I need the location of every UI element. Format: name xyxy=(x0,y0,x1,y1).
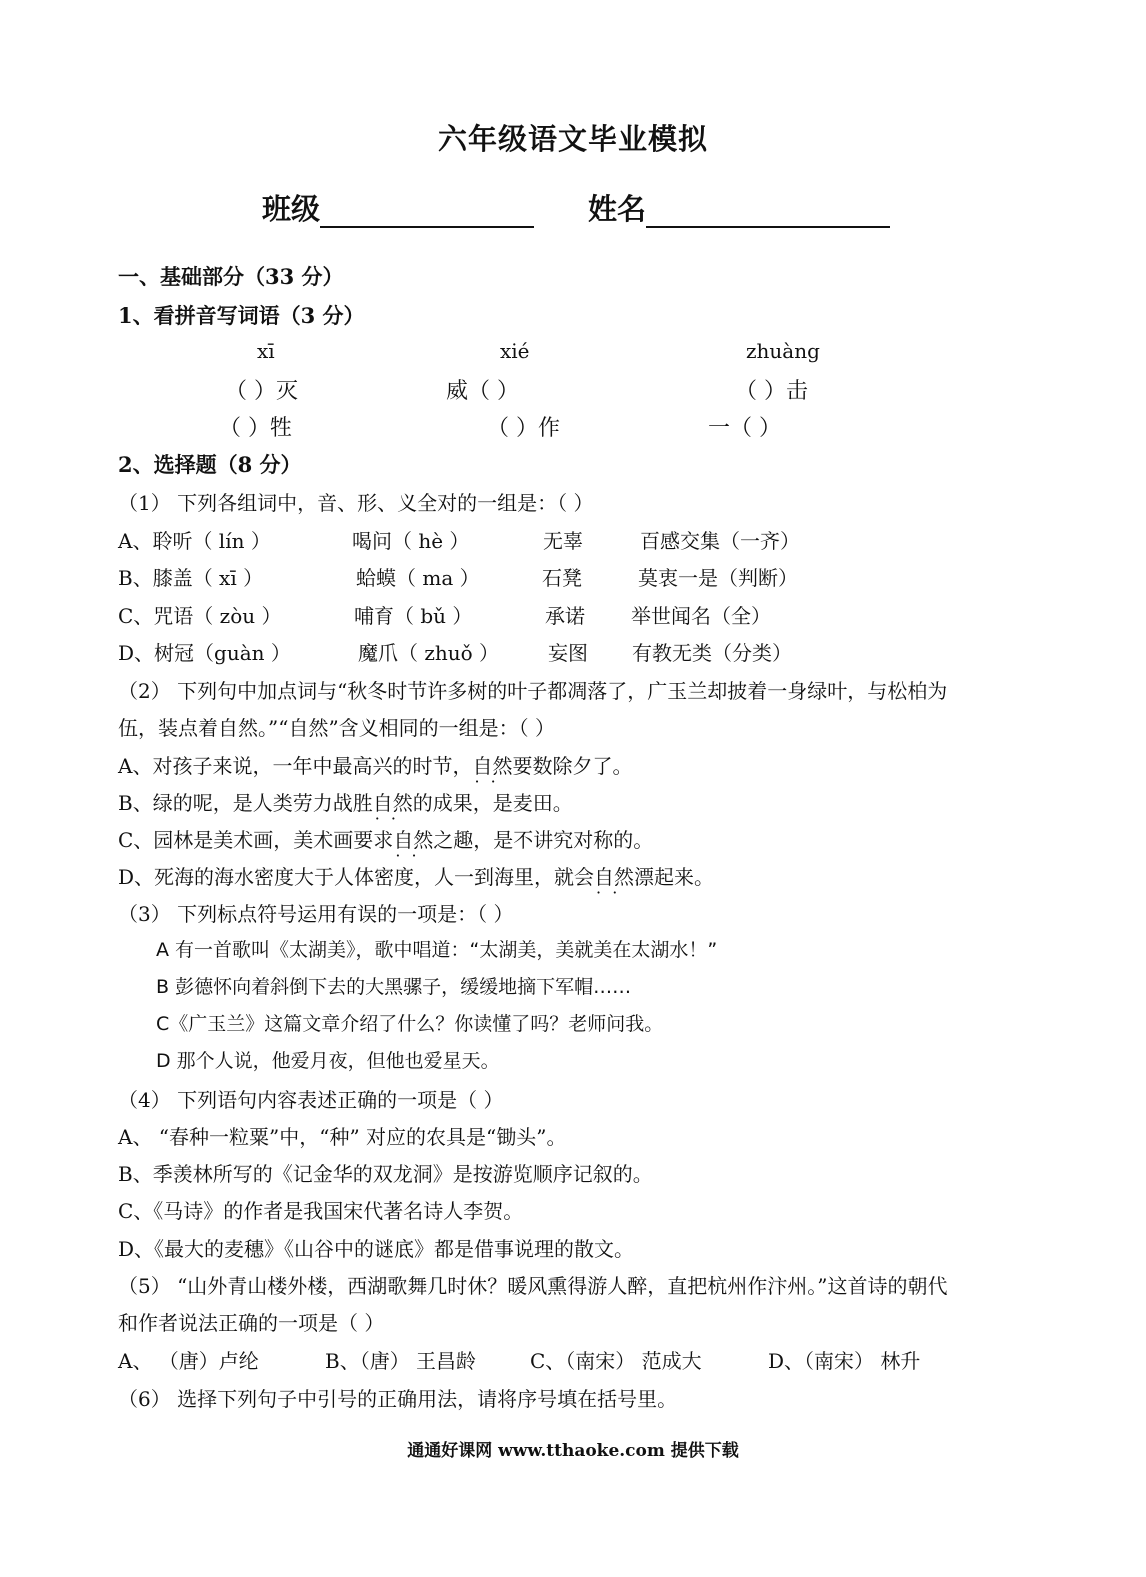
q2-1-option-d-2: 魔爪（ zhuǒ ） xyxy=(358,641,500,665)
q2-5-question-line2: 和作者说法正确的一项是（ ） xyxy=(118,1311,385,1335)
pinyin-xie: xié xyxy=(500,339,530,363)
q2-5-option-a: A、 （唐）卢纶 xyxy=(118,1349,259,1373)
q2-1-option-b-1: B、膝盖（ xī ） xyxy=(118,566,264,590)
q2-1-option-a-1: A、聆听（ lín ） xyxy=(118,529,271,553)
name-label: 姓名 xyxy=(588,192,647,226)
word-blank-5[interactable]: （ ）作 xyxy=(487,416,560,441)
q2-2-option-c: C、园林是美术画，美术画要求自然 · ·之趣，是不讲究对称的。 xyxy=(118,824,653,853)
q2-4-option-b: B、季羡林所写的《记金华的双龙洞》是按游览顺序记叙的。 xyxy=(118,1162,653,1186)
q2-3-option-c: C《广玉兰》这篇文章介绍了什么？你读懂了吗？老师问我。 xyxy=(156,1013,664,1035)
q2-3-option-d: D 那个人说，他爱月夜，但他也爱星天。 xyxy=(156,1050,500,1072)
name-blank[interactable] xyxy=(646,198,890,228)
q2-5-option-c: C、（南宋） 范成大 xyxy=(530,1349,702,1373)
class-label: 班级 xyxy=(262,192,321,226)
section-basics-heading: 一、基础部分（33 分） xyxy=(118,264,344,289)
q2-5-question-line1: （5） “山外青山楼外楼，西湖歌舞几时休？暖风熏得游人醉，直把杭州作汴州。”这首诗的朝代 xyxy=(118,1274,948,1298)
q2-1-option-d-4: 有教无类（分类） xyxy=(632,641,792,665)
q2-2-option-d: D、死海的海水密度大于人体密度，人一到海里，就会自然 · ·漂起来。 xyxy=(118,861,714,890)
word-blank-2[interactable]: 威（ ） xyxy=(446,379,519,404)
footer-credit: 通通好课网 www.tthaoke.com 提供下载 xyxy=(407,1441,739,1461)
q2-1-option-d-3: 妄图 xyxy=(548,641,588,665)
q2-2-question-line2: 伍，装点着自然。”“自然”含义相同的一组是：（ ） xyxy=(118,716,556,740)
q2-1-option-c-4: 举世闻名（全） xyxy=(631,604,771,628)
name-field xyxy=(588,187,890,228)
q2-2-question-line1: （2） 下列句中加点词与“秋冬时节许多树的叶子都凋落了，广玉兰却披着一身绿叶，与松柏为 xyxy=(118,679,948,703)
q2-1-question: （1） 下列各组词中，音、形、义全对的一组是：（ ） xyxy=(118,491,594,515)
class-blank[interactable] xyxy=(320,198,534,228)
q2-4-option-a: A、 “春种一粒粟”中，“种” 对应的农具是“锄头”。 xyxy=(118,1125,567,1149)
word-blank-4[interactable]: （ ）牲 xyxy=(219,416,292,441)
q2-1-option-c-3: 承诺 xyxy=(545,604,585,628)
q2-1-option-b-4: 莫衷一是（判断） xyxy=(638,566,798,590)
q2-3-option-a: A 有一首歌叫《太湖美》，歌中唱道：“太湖美，美就美在太湖水！” xyxy=(156,939,718,961)
q2-1-option-a-4: 百感交集（一齐） xyxy=(640,529,800,553)
q1-heading: 1、看拼音写词语（3 分） xyxy=(118,303,365,328)
q2-1-option-c-1: C、咒语（ zòu ） xyxy=(118,604,282,628)
q2-5-option-d: D、（南宋） 林升 xyxy=(768,1349,921,1373)
q2-4-option-c: C、《马诗》的作者是我国宋代著名诗人李贺。 xyxy=(118,1199,524,1223)
q2-1-option-b-2: 蛤蟆（ ma ） xyxy=(356,566,480,590)
dotted-word: 自然 · · xyxy=(373,791,413,815)
q2-2-option-a: A、对孩子来说，一年中最高兴的时节，自然 · ·要数除夕了。 xyxy=(118,750,632,779)
class-field xyxy=(262,187,534,228)
q2-5-option-b: B、（唐） 王昌龄 xyxy=(325,1349,477,1373)
page-title: 六年级语文毕业模拟 xyxy=(437,122,708,156)
q2-1-option-c-2: 哺育（ bǔ ） xyxy=(354,604,473,628)
pinyin-xi: xī xyxy=(257,339,275,363)
dotted-word: 自然 · · xyxy=(393,828,433,852)
q2-1-option-b-3: 石凳 xyxy=(542,566,582,590)
q2-heading: 2、选择题（8 分） xyxy=(118,452,302,477)
q2-4-question: （4） 下列语句内容表述正确的一项是（ ） xyxy=(118,1088,504,1112)
q2-2-option-b: B、绿的呢，是人类劳力战胜自然 · ·的成果，是麦田。 xyxy=(118,787,573,816)
q2-3-question: （3） 下列标点符号运用有误的一项是：（ ） xyxy=(118,902,514,926)
dotted-word: 自然 · · xyxy=(472,754,512,778)
pinyin-zhuang: zhuàng xyxy=(746,339,820,363)
q2-1-option-d-1: D、树冠（guàn ） xyxy=(118,641,291,665)
q2-4-option-d: D、《最大的麦穗》《山谷中的谜底》都是借事说理的散文。 xyxy=(118,1237,635,1261)
word-blank-1[interactable]: （ ）灭 xyxy=(225,379,298,404)
q2-6-question: （6） 选择下列句子中引号的正确用法，请将序号填在括号里。 xyxy=(118,1387,678,1411)
dotted-word: 自然 · · xyxy=(594,865,634,889)
q2-1-option-a-2: 喝问（ hè ） xyxy=(352,529,470,553)
word-blank-3[interactable]: （ ）击 xyxy=(735,379,808,404)
q2-1-option-a-3: 无辜 xyxy=(543,529,583,553)
q2-3-option-b: B 彭德怀向着斜倒下去的大黑骡子，缓缓地摘下军帽…… xyxy=(156,976,632,998)
word-blank-6[interactable]: 一（ ） xyxy=(708,416,781,441)
